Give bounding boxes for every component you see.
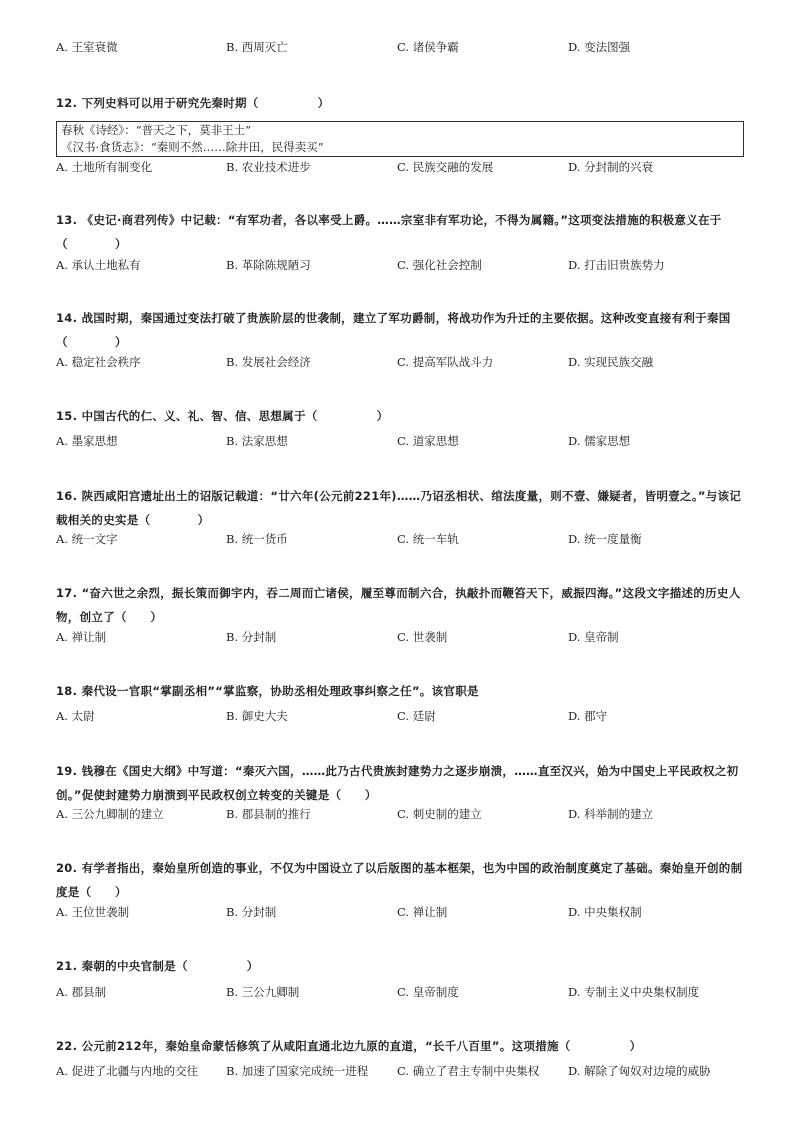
option-a: A. 土地所有制变化: [56, 160, 153, 174]
source-line-1: 春秋《诗经》：“普天之下，莫非王土”: [61, 123, 252, 137]
option-a: A. 王室衰微: [56, 40, 118, 54]
question-18-options: [56, 705, 756, 727]
question-16-options: [56, 528, 756, 550]
option-a: A. 墨家思想: [56, 434, 118, 448]
option-c: C. 刺史制的建立: [397, 807, 482, 821]
option-a: A. 禅让制: [56, 630, 107, 644]
option-d: D. 儒家思想: [568, 434, 631, 448]
question-20-stem: 20. 有学者指出，秦始皇所创造的事业，不仅为中国设立了以后版图的基本框架，也为中国的政治制度奠定了基础。秦始皇开创的制度是（ ）: [56, 861, 743, 899]
source-line-2: 《汉书·食货志》：“秦则不然……除井田，民得卖买”: [61, 140, 324, 154]
question-21-stem: 21. 秦朝的中央官制是（ ）: [56, 959, 259, 973]
option-c: C. 确立了君主专制中央集权: [397, 1064, 540, 1078]
option-d: D. 打击旧贵族势力: [568, 258, 665, 272]
question-15-options: [56, 430, 756, 452]
option-b: B. 统一货币: [226, 532, 288, 546]
option-d: D. 解除了匈奴对边境的威胁: [568, 1064, 711, 1078]
option-d: D. 变法图强: [568, 40, 631, 54]
option-d: D. 郡守: [568, 709, 608, 723]
question-20-options: [56, 901, 756, 923]
question-15-stem: 15. 中国古代的仁、义、礼、智、信、思想属于（ ）: [56, 409, 389, 423]
question-18-stem: 18. 秦代设一官职“掌副丞相”“掌监察，协助丞相处理政事纠察之任”。该官职是: [56, 684, 479, 698]
option-a: A. 郡县制: [56, 985, 107, 999]
question-19-options: [56, 803, 756, 825]
option-b: B. 三公九卿制: [226, 985, 300, 999]
question-13-options: [56, 254, 756, 276]
option-c: C. 诸侯争霸: [397, 40, 459, 54]
question-13-stem: 13. 《史记·商君列传》中记载：“有军功者，各以率受上爵。……宗室非有军功论，不得为属籍。”这项变法措施的积极意义在于（ ）: [56, 213, 722, 251]
option-b: B. 革除陈规陋习: [226, 258, 311, 272]
option-b: B. 分封制: [226, 905, 277, 919]
option-c: C. 统一车轨: [397, 532, 459, 546]
option-b: B. 发展社会经济: [226, 355, 311, 369]
option-d: D. 科举制的建立: [568, 807, 654, 821]
option-c: C. 提高军队战斗力: [397, 355, 494, 369]
question-17-options: [56, 626, 756, 648]
question-11-options: [56, 36, 756, 58]
question-12-options: [56, 156, 756, 178]
question-12-stem: 12. 下列史料可以用于研究先秦时期（ ）: [56, 96, 330, 110]
option-a: A. 三公九卿制的建立: [56, 807, 164, 821]
option-a: A. 承认土地私有: [56, 258, 141, 272]
question-22-stem: 22. 公元前212年，秦始皇命蒙恬修筑了从咸阳直通北边九原的直道，“长千八百里”。这项措施（ ）: [56, 1039, 642, 1053]
source-material-box: [56, 121, 744, 157]
option-b: B. 法家思想: [226, 434, 288, 448]
option-d: D. 中央集权制: [568, 905, 642, 919]
option-a: A. 王位世袭制: [56, 905, 130, 919]
option-b: B. 加速了国家完成统一进程: [226, 1064, 369, 1078]
option-a: A. 促进了北疆与内地的交往: [56, 1064, 199, 1078]
question-17-stem: 17. “奋六世之余烈，振长策而御宇内，吞二周而亡诸侯，履至尊而制六合，执敲扑而鞭笞天下，威振四海。”这段文字描述的历史人物，创立了（ ）: [56, 586, 741, 624]
question-16-stem: 16. 陕西咸阳宫遗址出土的诏版记载道：“廿六年(公元前221年)……乃诏丞相状、绾法度量，则不壹、嫌疑者，皆明壹之。”与该记载相关的史实是（ ）: [56, 489, 742, 527]
option-c: C. 民族交融的发展: [397, 160, 494, 174]
question-22-options: [56, 1060, 756, 1082]
option-b: B. 分封制: [226, 630, 277, 644]
option-c: C. 强化社会控制: [397, 258, 482, 272]
option-a: A. 统一文字: [56, 532, 118, 546]
option-d: D. 皇帝制: [568, 630, 619, 644]
option-c: C. 廷尉: [397, 709, 436, 723]
question-14-stem: 14. 战国时期，秦国通过变法打破了贵族阶层的世袭制，建立了军功爵制，将战功作为升迁的主要依据。这种改变直接有利于秦国（ ）: [56, 311, 731, 349]
question-21-options: [56, 981, 756, 1003]
question-14-options: [56, 351, 756, 373]
option-c: C. 世袭制: [397, 630, 448, 644]
option-c: C. 道家思想: [397, 434, 459, 448]
option-d: D. 统一度量衡: [568, 532, 642, 546]
option-d: D. 专制主义中央集权制度: [568, 985, 700, 999]
option-a: A. 太尉: [56, 709, 95, 723]
option-d: D. 分封制的兴衰: [568, 160, 654, 174]
option-b: B. 御史大夫: [226, 709, 288, 723]
option-d: D. 实现民族交融: [568, 355, 654, 369]
option-b: B. 郡县制的推行: [226, 807, 311, 821]
question-19-stem: 19. 钱穆在《国史大纲》中写道：“秦灭六国，……此乃古代贵族封建势力之逐步崩溃，……直至汉兴，始为中国史上平民政权之初创。”促使封建势力崩溃到平民政权创立转变的关键是（ ）: [56, 764, 739, 802]
option-b: B. 农业技术进步: [226, 160, 311, 174]
option-c: C. 禅让制: [397, 905, 448, 919]
option-c: C. 皇帝制度: [397, 985, 459, 999]
option-b: B. 西周灭亡: [226, 40, 288, 54]
option-a: A. 稳定社会秩序: [56, 355, 141, 369]
